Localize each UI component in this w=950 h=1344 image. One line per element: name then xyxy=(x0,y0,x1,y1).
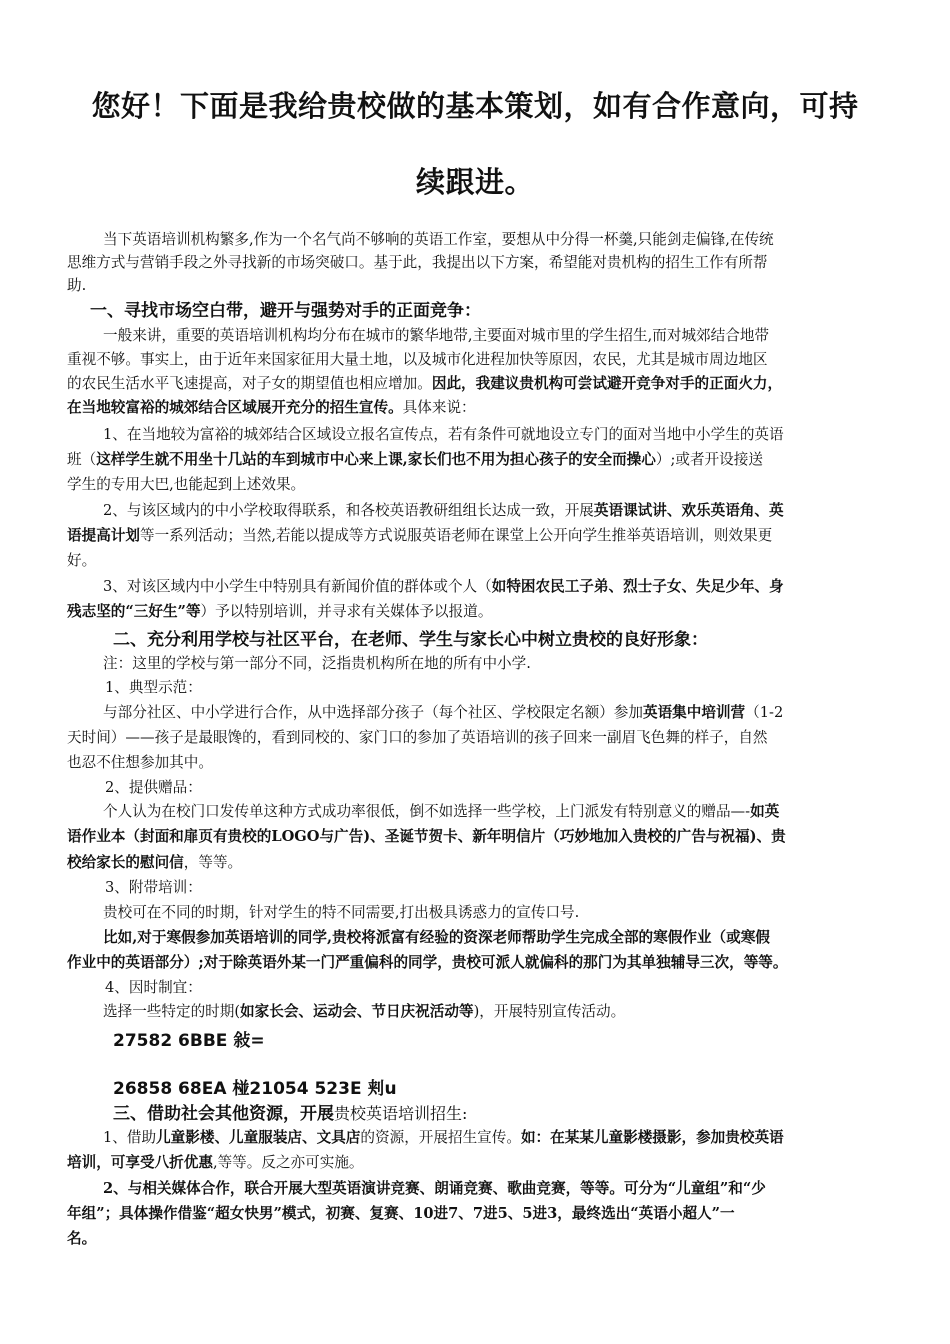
section-1-heading: 一、寻找市场空白带，避开与强势对手的正面竞争： xyxy=(90,301,481,321)
s2-sub4-line-1 xyxy=(103,1001,893,1023)
bold-run: 如：在某某儿童影楼摄影，参加贵校英语 xyxy=(520,1129,784,1146)
s3-item-2-line-1 xyxy=(103,1178,893,1200)
bold-run: 英语课试讲、欢乐英语角、英 xyxy=(593,502,784,519)
bold-run: 2、与相关媒体合作，联合开展大型英语演讲竞赛、朗诵竞赛、歌曲竞赛，等等。可分为“儿童组”和“少 xyxy=(103,1180,766,1197)
s1-item-2-line-1 xyxy=(103,500,893,522)
bold-run: 因此，我建议贵机构可尝试避开竞争对手的正面火力， xyxy=(431,375,783,392)
s1-paragraph-line-1: 一般来讲，重要的英语培训机构均分布在城市的繁华地带,主要面对城市里的学生招生,而对城郊结合地带 xyxy=(103,327,770,344)
intro-line-3: 助. xyxy=(67,277,87,294)
text-run: ）予以特别培训，并寻求有关媒体予以报道。 xyxy=(200,603,493,620)
text-run: 班（ xyxy=(67,451,97,468)
bold-run: 如家长会、运动会、节日庆祝活动等 xyxy=(240,1003,474,1020)
s2-subheading-3: 3、附带培训： xyxy=(105,879,202,896)
intro-line-1: 当下英语培训机构繁多,作为一个名气尚不够响的英语工作室，要想从中分得一杯羹,只能剑走偏锋,在传统 xyxy=(103,231,774,248)
bold-run: 作业中的英语部分）;对于除英语外某一门严重偏科的同学，贵校可派人就偏科的那门为其单独辅导三次，等等。 xyxy=(67,954,788,971)
garbled-code-line-2: 26858 68EA 椪21054 523E 刾u xyxy=(113,1079,397,1099)
text-run: 1、借助 xyxy=(103,1129,157,1146)
text-run: 选择一些特定的时期( xyxy=(103,1003,241,1020)
s2-sub2-line-1 xyxy=(103,801,893,823)
heading-normal-run: 贵校英语培训招生: xyxy=(334,1104,468,1123)
s2-sub1-line-3: 也忍不住想参加其中。 xyxy=(67,754,213,771)
s2-sub2-line-3 xyxy=(67,852,887,874)
s3-item-2-line-3 xyxy=(67,1228,887,1250)
heading-bold-run: 三、借助社会其他资源，开展 xyxy=(113,1104,334,1124)
section-2-heading: 二、充分利用学校与社区平台，在老师、学生与家长心中树立贵校的良好形象： xyxy=(113,630,708,650)
text-run: )，开展特别宣传活动。 xyxy=(473,1003,626,1020)
bold-run: 培训，可享受八折优惠 xyxy=(67,1154,213,1171)
document-title-line-1: 您好！下面是我给贵校做的基本策划，如有合作意向，可持 xyxy=(91,89,859,123)
s1-paragraph-line-4 xyxy=(67,397,887,419)
bold-run: 这样学生就不用坐十几站的车到城市中心来上课,家长们也不用为担心孩子的安全而操心 xyxy=(96,451,656,468)
text-run: 具体来说： xyxy=(402,399,476,416)
s1-item-2-line-2 xyxy=(67,525,887,547)
text-run: ，等等。 xyxy=(183,854,243,871)
s1-item-1-line-2 xyxy=(67,449,887,471)
bold-run: 比如,对于寒假参加英语培训的同学,贵校将派富有经验的资深老师帮助学生完成全部的寒假作业（或寒假 xyxy=(103,929,770,946)
s1-paragraph-line-3 xyxy=(67,373,887,395)
bold-run: 残志坚的“三好生”等 xyxy=(67,603,201,620)
bold-run: 语提高计划 xyxy=(67,527,140,544)
s2-sub3-line-2 xyxy=(103,927,893,949)
s3-item-1-line-1 xyxy=(103,1127,893,1149)
s1-item-3-line-2 xyxy=(67,601,887,623)
s1-item-2-line-3: 好。 xyxy=(67,552,97,569)
text-run: 等一系列活动；当然,若能以提成等方式说服英语老师在课堂上公开向学生推举英语培训，则效果更 xyxy=(139,527,773,544)
s2-subheading-4: 4、因时制宜： xyxy=(105,979,202,996)
intro-line-2: 思维方式与营销手段之外寻找新的市场突破口。基于此，我提出以下方案，希望能对贵机构的招生工作有所帮 xyxy=(67,254,768,271)
s1-item-3-line-1 xyxy=(103,576,893,598)
s1-item-1-line-1: 1、在当地较为富裕的城郊结合区域设立报名宣传点，若有条件可就地设立专门的面对当地中小学生的英语 xyxy=(103,426,784,443)
section-3-heading xyxy=(113,1099,467,1124)
s1-paragraph-line-2: 重视不够。事实上，由于近年来国家征用大量土地，以及城市化进程加快等原因，农民，尤其是城市周边地区 xyxy=(67,351,768,368)
text-run: 3、对该区域内中小学生中特别具有新闻价值的群体或个人（ xyxy=(103,578,492,595)
s3-item-1-line-2 xyxy=(67,1152,887,1174)
text-run: ）;或者开设接送 xyxy=(655,451,763,468)
s2-subheading-1: 1、典型示范： xyxy=(105,679,202,696)
bold-run: 如特困农民工子弟、烈士子女、失足少年、身 xyxy=(491,578,784,595)
bold-run: 年组”；具体操作借鉴“超女快男”模式，初赛、复赛、10进7、7进5、5进3，最终选出“英语小超人”一 xyxy=(67,1205,735,1222)
text-run: 2、与该区域内的中小学校取得联系，和各校英语教研组组长达成一致，开展 xyxy=(103,502,594,519)
s2-sub2-line-2 xyxy=(67,826,887,848)
bold-run: 如英 xyxy=(750,803,780,820)
s2-sub1-line-2: 天时间）——孩子是最眼馋的，看到同校的、家门口的参加了英语培训的孩子回来一副眉飞色舞的样子，自然 xyxy=(67,729,768,746)
document-title-line-2: 续跟进。 xyxy=(415,165,534,199)
text-run: ,等等。反之亦可实施。 xyxy=(212,1154,364,1171)
s2-sub1-line-1 xyxy=(103,702,893,724)
bold-run: 儿童影楼、儿童服装店、文具店 xyxy=(156,1129,361,1146)
garbled-code-line-1: 27582 6BBE 敍= xyxy=(113,1031,265,1051)
text-run: 与部分社区、中小学进行合作，从中选择部分孩子（每个社区、学校限定名额）参加 xyxy=(103,704,643,721)
text-run: （1-2 xyxy=(745,704,784,721)
text-run: 的资源，开展招生宣传。 xyxy=(360,1129,521,1146)
s2-sub3-line-3 xyxy=(67,952,887,974)
s2-note: 注：这里的学校与第一部分不同，泛指贵机构所在地的所有中小学. xyxy=(103,655,531,672)
s2-subheading-2: 2、提供赠品： xyxy=(105,779,202,796)
text-run: 个人认为在校门口发传单这种方式成功率很低，倒不如选择一些学校，上门派发有特别意义的赠品—- xyxy=(103,803,751,820)
bold-run: 名。 xyxy=(67,1230,97,1247)
text-run: 的农民生活水平飞速提高，对子女的期望值也相应增加。 xyxy=(67,375,432,392)
bold-run: 在当地较富裕的城郊结合区域展开充分的招生宣传。 xyxy=(67,399,403,416)
s3-item-2-line-2 xyxy=(67,1203,887,1225)
bold-run: 校给家长的慰问信 xyxy=(67,854,184,871)
bold-run: 英语集中培训营 xyxy=(642,704,746,721)
s2-sub3-line-1: 贵校可在不同的时期，针对学生的特不同需要,打出极具诱惑力的宣传口号. xyxy=(103,904,580,921)
bold-run: 语作业本（封面和扉页有贵校的LOGO与广告)、圣诞节贺卡、新年明信片（巧妙地加入贵校的广告与祝福)、贵 xyxy=(67,828,786,845)
s1-item-1-line-3: 学生的专用大巴,也能起到上述效果。 xyxy=(67,476,306,493)
